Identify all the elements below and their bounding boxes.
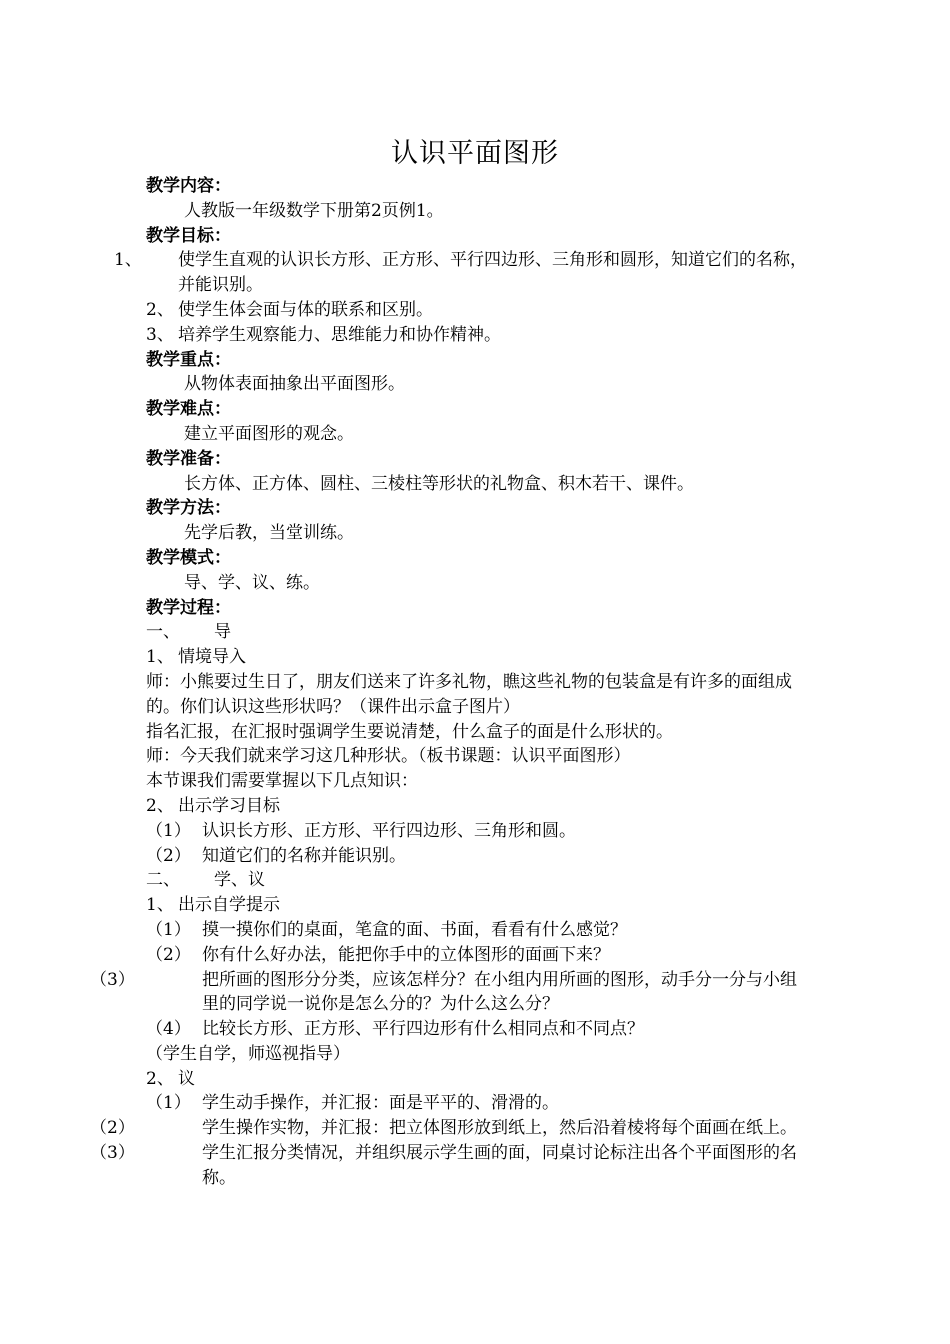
subsection-heading	[146, 645, 811, 670]
list-number: （3）	[90, 969, 135, 990]
paragraph: 本节课我们需要掌握以下几点知识：	[146, 771, 418, 792]
subsection-number: 1、	[146, 895, 174, 916]
subsection-title: 出示自学提示	[178, 895, 280, 916]
section-title: 导	[214, 622, 231, 643]
objective-number: 1、	[114, 250, 142, 271]
list-text: 摸一摸你们的桌面，笔盒的面、书面，看看有什么感觉？	[202, 919, 627, 940]
list-text: 学生动手操作，并汇报：面是平平的、滑滑的。	[202, 1093, 559, 1114]
list-number: （4）	[146, 1019, 191, 1040]
list-item	[146, 1091, 811, 1116]
list-text: 你有什么好办法，能把你手中的立体图形的面画下来？	[202, 944, 610, 965]
list-item	[146, 943, 811, 968]
list-text: 学生操作实物，并汇报：把立体图形放到纸上，然后沿着棱将每个面画在纸上。	[202, 1118, 797, 1139]
objective-text: 培养学生观察能力、思维能力和协作精神。	[178, 324, 501, 345]
subsection-heading	[146, 794, 811, 819]
list-number: （1）	[146, 820, 191, 841]
objective-text: 使学生体会面与体的联系和区别。	[178, 299, 433, 320]
objective-item	[114, 248, 811, 298]
section-title: 学、议	[214, 870, 265, 891]
process-heading: 教学过程：	[146, 597, 231, 618]
objective-item	[146, 298, 811, 323]
list-item	[146, 819, 811, 844]
document-title: 认识平面图形	[391, 138, 559, 169]
objective-number: 3、	[146, 324, 174, 345]
paragraph: 师：小熊要过生日了，朋友们送来了许多礼物，瞧这些礼物的包装盒是有许多的面组成的。你们认识这些形状吗？（课件出示盒子图片）	[146, 671, 792, 717]
preparation-heading: 教学准备：	[146, 448, 231, 469]
list-item	[146, 918, 811, 943]
preparation-text: 长方体、正方体、圆柱、三棱柱等形状的礼物盒、积木若干、课件。	[184, 473, 694, 494]
subsection-heading	[146, 893, 811, 918]
subsection-heading	[146, 1067, 811, 1092]
list-number: （2）	[90, 1118, 135, 1139]
section-number: 二、	[146, 870, 180, 891]
list-item	[90, 1116, 811, 1141]
list-number: （1）	[146, 1093, 191, 1114]
list-text: 认识长方形、正方形、平行四边形、三角形和圆。	[202, 820, 576, 841]
section-heading	[146, 868, 811, 893]
document-body	[90, 174, 811, 1191]
subsection-title: 议	[178, 1068, 195, 1089]
objectives-heading: 教学目标：	[146, 225, 231, 246]
list-text: 知道它们的名称并能识别。	[202, 845, 406, 866]
list-number: （2）	[146, 944, 191, 965]
key-point-text: 从物体表面抽象出平面图形。	[184, 374, 405, 395]
objective-item	[146, 323, 811, 348]
list-item	[90, 968, 811, 1018]
subsection-number: 1、	[146, 647, 174, 668]
key-point-heading: 教学重点：	[146, 349, 231, 370]
list-item	[90, 1141, 811, 1191]
paragraph: 指名汇报，在汇报时强调学生要说清楚，什么盒子的面是什么形状的。	[146, 721, 673, 742]
section-heading	[146, 620, 811, 645]
difficulty-text: 建立平面图形的观念。	[184, 423, 354, 444]
list-number: （3）	[90, 1143, 135, 1164]
section-number: 一、	[146, 622, 180, 643]
content-text: 人教版一年级数学下册第2页例1。	[184, 200, 444, 221]
content-heading: 教学内容：	[146, 176, 231, 196]
list-item	[146, 1017, 811, 1042]
objective-number: 2、	[146, 299, 174, 320]
method-text: 先学后教，当堂训练。	[184, 523, 354, 544]
mode-text: 导、学、议、练。	[184, 572, 320, 593]
objective-text: 使学生直观的认识长方形、正方形、平行四边形、三角形和圆形，知道它们的名称，并能识别。	[178, 250, 807, 296]
subsection-title: 情境导入	[178, 647, 246, 668]
difficulty-heading: 教学难点：	[146, 399, 231, 420]
paragraph: （学生自学，师巡视指导）	[146, 1043, 350, 1064]
list-number: （2）	[146, 845, 191, 866]
subsection-number: 2、	[146, 795, 174, 816]
mode-heading: 教学模式：	[146, 547, 231, 568]
list-item	[146, 844, 811, 869]
method-heading: 教学方法：	[146, 498, 231, 519]
list-number: （1）	[146, 919, 191, 940]
list-text: 把所画的图形分分类，应该怎样分？在小组内用所画的图形，动手分一分与小组里的同学说一说你是怎么分的？为什么这么分？	[202, 969, 797, 1015]
paragraph: 师：今天我们就来学习这几种形状。（板书课题：认识平面图形）	[146, 746, 631, 767]
subsection-number: 2、	[146, 1068, 174, 1089]
list-text: 比较长方形、正方形、平行四边形有什么相同点和不同点？	[202, 1019, 644, 1040]
subsection-title: 出示学习目标	[178, 795, 280, 816]
list-text: 学生汇报分类情况，并组织展示学生画的面，同桌讨论标注出各个平面图形的名称。	[202, 1143, 797, 1188]
